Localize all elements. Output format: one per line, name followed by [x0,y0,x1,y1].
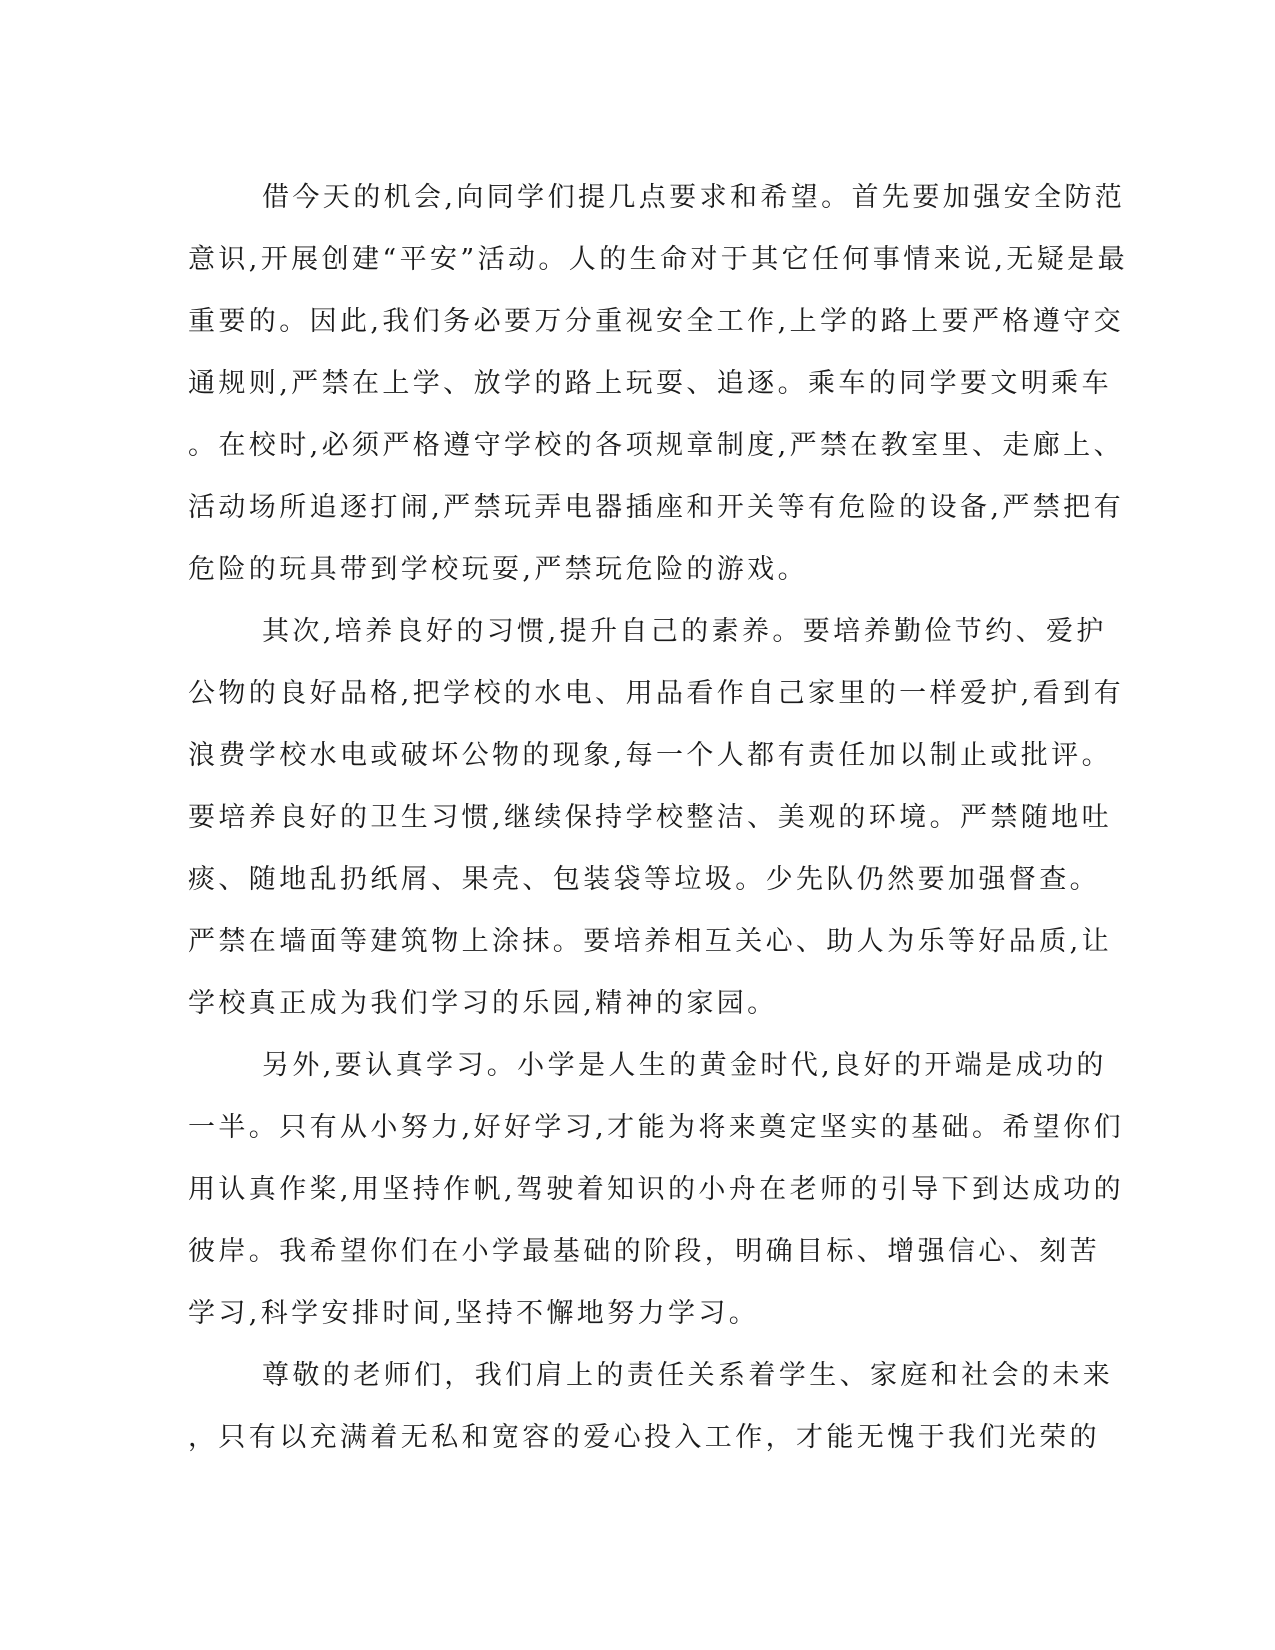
text-line: 学校真正成为我们学习的乐园,精神的家园。 [188,988,778,1019]
document-body-text [188,167,1128,1469]
text-line: 活动场所追逐打闹,严禁玩弄电器插座和开关等有危险的设备,严禁把有 [188,492,1124,523]
text-line: 通规则,严禁在上学、放学的路上玩耍、追逐。乘车的同学要文明乘车 [188,368,1112,399]
text-line: 学习,科学安排时间,坚持不懈地努力学习。 [188,1298,760,1329]
text-line: 一半。只有从小努力,好好学习,才能为将来奠定坚实的基础。希望你们 [188,1112,1124,1143]
paragraph-first-line: 借今天的机会,向同学们提几点要求和希望。首先要加强安全防范 [262,182,1126,213]
paragraph-first-line: 另外,要认真学习。小学是人生的黄金时代,良好的开端是成功的 [262,1050,1107,1081]
text-line: 公物的良好品格,把学校的水电、用品看作自己家里的一样爱护,看到有 [188,678,1124,709]
text-line: 痰、随地乱扔纸屑、果壳、包装袋等垃圾。少先队仍然要加强督查。 [188,864,1100,895]
text-line: 意识,开展创建“平安”活动。人的生命对于其它任何事情来说,无疑是最 [188,244,1128,275]
text-line: ，只有以充满着无私和宽容的爱心投入工作，才能无愧于我们光荣的 [188,1422,1100,1453]
text-line: 严禁在墙面等建筑物上涂抹。要培养相互关心、助人为乐等好品质,让 [188,926,1112,957]
text-line: 重要的。因此,我们务必要万分重视安全工作,上学的路上要严格遵守交 [188,306,1124,337]
text-line: 彼岸。我希望你们在小学最基础的阶段，明确目标、增强信心、刻苦 [188,1236,1100,1267]
text-line: 用认真作桨,用坚持作帆,驾驶着知识的小舟在老师的引导下到达成功的 [188,1174,1124,1205]
paragraph-first-line: 尊敬的老师们，我们肩上的责任关系着学生、家庭和社会的未来 [262,1360,1114,1391]
text-line: 浪费学校水电或破坏公物的现象,每一个人都有责任加以制止或批评。 [188,740,1112,771]
text-line: 危险的玩具带到学校玩耍,严禁玩危险的游戏。 [188,554,808,585]
text-line: 。在校时,必须严格遵守学校的各项规章制度,严禁在教室里、走廊上、 [188,430,1124,461]
paragraph-first-line: 其次,培养良好的习惯,提升自己的素养。要培养勤俭节约、爱护 [262,616,1107,647]
text-line: 要培养良好的卫生习惯,继续保持学校整洁、美观的环境。严禁随地吐 [188,802,1112,833]
